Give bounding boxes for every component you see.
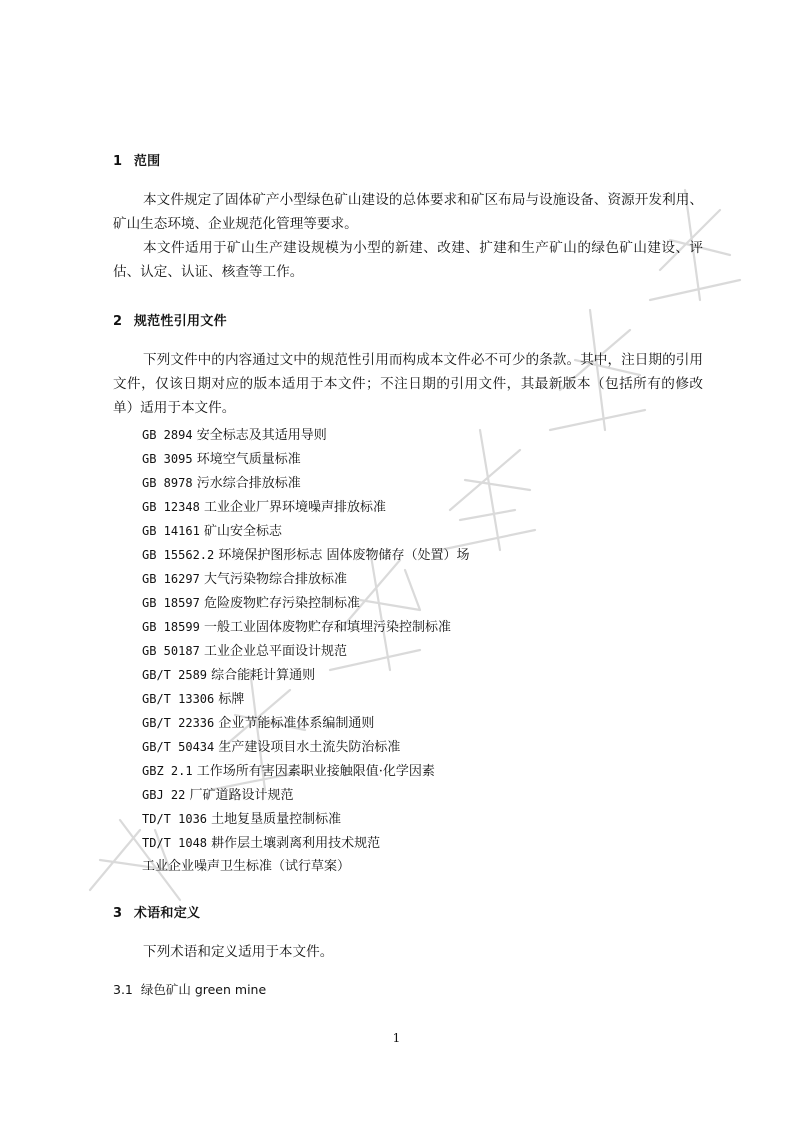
section-2-heading — [113, 310, 227, 329]
term-heading — [113, 980, 266, 998]
section-1-title: 范围 — [133, 154, 161, 169]
section-3-intro: 下列术语和定义适用于本文件。 — [143, 944, 334, 960]
reference-item: GB 12348 工业企业厂界环境噪声排放标准 — [142, 500, 386, 515]
section-2-title: 规范性引用文件 — [133, 314, 227, 329]
section-3-title: 术语和定义 — [133, 906, 201, 921]
reference-item: GB 50187 工业企业总平面设计规范 — [142, 644, 347, 659]
reference-item: GBZ 2.1 工作场所有害因素职业接触限值·化学因素 — [142, 764, 435, 779]
section-3-number: 3 — [113, 906, 123, 921]
section-1-number: 1 — [113, 154, 123, 169]
page-number: 1 — [392, 1031, 401, 1045]
reference-item: GB 3095 环境空气质量标准 — [142, 452, 301, 467]
reference-item: GB 2894 安全标志及其适用导则 — [142, 428, 327, 443]
reference-item: GB 16297 大气污染物综合排放标准 — [142, 572, 347, 587]
reference-item: GB/T 22336 企业节能标准体系编制通则 — [142, 716, 375, 731]
reference-item: GBJ 22 厂矿道路设计规范 — [142, 788, 294, 803]
reference-item: TD/T 1036 土地复垦质量控制标准 — [142, 812, 342, 827]
reference-item: GB 14161 矿山安全标志 — [142, 524, 282, 539]
term-number: 3.1 — [113, 982, 133, 997]
section-1-paragraph-1: 本文件规定了固体矿产小型绿色矿山建设的总体要求和矿区布局与设施设备、资源开发利用、矿山生态环境、企业规范化管理等要求。 — [113, 192, 703, 232]
section-1-heading — [113, 150, 160, 169]
section-3-heading — [113, 902, 200, 921]
reference-item: GB/T 2589 综合能耗计算通则 — [142, 668, 316, 683]
reference-item: 工业企业噪声卫生标准（试行草案） — [142, 859, 351, 874]
reference-item: GB 18599 一般工业固体废物贮存和填埋污染控制标准 — [142, 620, 451, 635]
term-title: 绿色矿山 green mine — [140, 982, 267, 997]
reference-item: GB/T 13306 标牌 — [142, 692, 245, 707]
reference-item: GB 8978 污水综合排放标准 — [142, 476, 301, 491]
section-2-number: 2 — [113, 314, 123, 329]
reference-item: GB 15562.2 环境保护图形标志 固体废物储存（处置）场 — [142, 548, 470, 563]
section-2-intro: 下列文件中的内容通过文中的规范性引用而构成本文件必不可少的条款。其中，注日期的引用文件，仅该日期对应的版本适用于本文件；不注日期的引用文件，其最新版本（包括所有的修改单）适用于本文件。 — [113, 352, 703, 416]
section-1-paragraph-2: 本文件适用于矿山生产建设规模为小型的新建、改建、扩建和生产矿山的绿色矿山建设、评估、认定、认证、核查等工作。 — [113, 240, 703, 280]
reference-item: GB 18597 危险废物贮存污染控制标准 — [142, 596, 360, 611]
reference-item: TD/T 1048 耕作层土壤剥离利用技术规范 — [142, 836, 381, 851]
reference-item: GB/T 50434 生产建设项目水土流失防治标准 — [142, 740, 401, 755]
